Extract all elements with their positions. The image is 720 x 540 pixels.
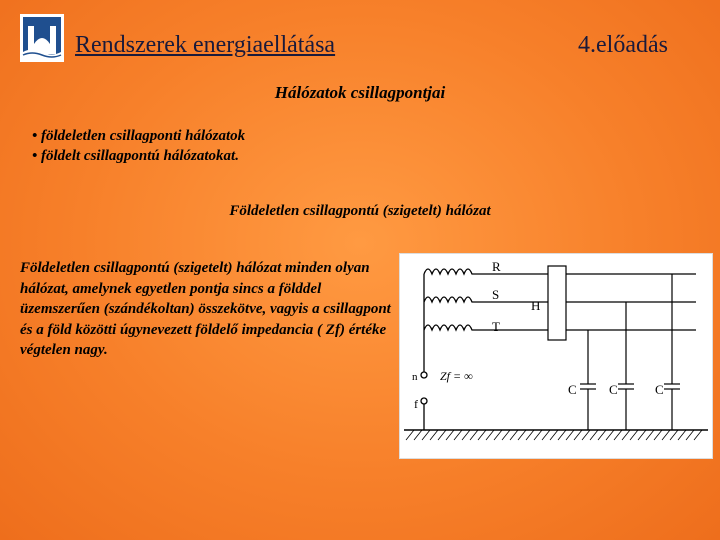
label-load: H xyxy=(531,298,541,313)
coil-r xyxy=(421,269,484,430)
label-capacitor: C xyxy=(568,382,577,397)
slide-title: Rendszerek energiaellátása xyxy=(75,32,336,58)
definition-text: Földeletlen csillagpontú (szigetelt) hálózat minden olyan hálózat, amelynek egyetlen pontja sincs a földdel üzemszerűen (szándékoltan) összekötve, vagyis a csillagpont és a föld közötti úgynevezett földelő impedancia ( Zf) értéke végtelen nagy. xyxy=(20,260,391,358)
subtitle: Hálózatok csillagpontjai xyxy=(274,83,446,102)
label-phase-r: R xyxy=(492,259,501,274)
label-capacitor: C xyxy=(609,382,618,397)
bullet-item: • földelt csillagpontú hálózatokat. xyxy=(32,146,245,166)
label-ground: f xyxy=(414,397,418,411)
label-neutral: n xyxy=(412,371,418,383)
label-capacitor: C xyxy=(655,382,664,397)
label-phase-s: S xyxy=(492,287,500,302)
label-phase-t: T xyxy=(492,319,500,334)
bullet-item: • földeletlen csillagponti hálózatok xyxy=(32,126,245,146)
slide-number: 4.előadás xyxy=(578,32,668,58)
network-diagram xyxy=(399,253,713,459)
bullet-list xyxy=(32,126,245,166)
logo xyxy=(20,14,64,62)
section-heading: Földeletlen csillagpontú (szigetelt) hálózat xyxy=(229,203,491,219)
label-impedance: Zf = ∞ xyxy=(440,369,473,383)
